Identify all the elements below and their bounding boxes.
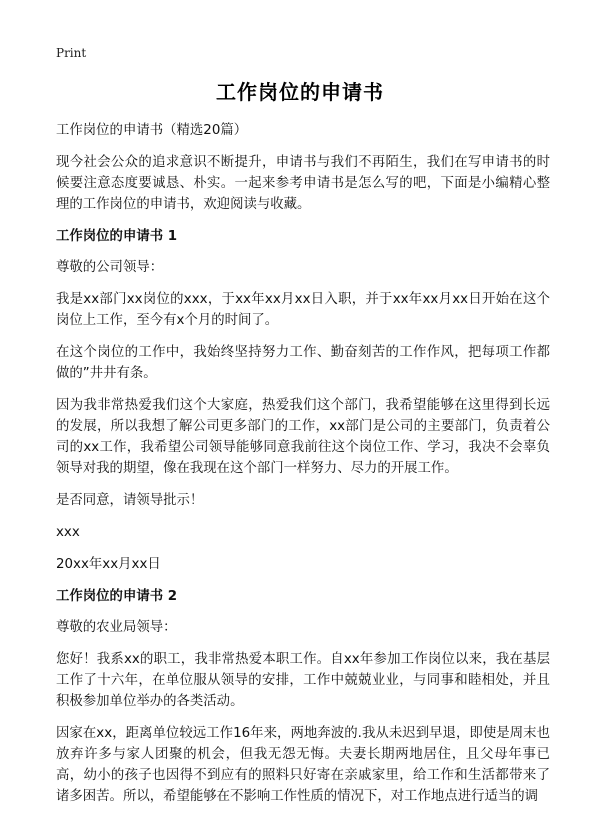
document-body <box>56 120 550 818</box>
closing-request: 是否同意，请领导批示！ <box>56 493 204 508</box>
salutation-1: 尊敬的公司领导： <box>56 260 164 275</box>
body-paragraph: 您好！我系xx的职工，我非常热爱本职工作。自xx年参加工作岗位以来，我在基层工作了十六年，在单位服从领导的安排，工作中兢兢业业，与同事和睦相处，并且积极参加单位举办的各类活动。 <box>56 652 550 709</box>
body-paragraph: 我是xx部门xx岗位的xxx，于xx年xx月xx日入职，并于xx年xx月xx日开始在这个岗位上工作，至今有x个月的时间了。 <box>56 292 550 328</box>
print-link[interactable]: Print <box>56 46 87 60</box>
intro-paragraph: 现今社会公众的追求意识不断提升，申请书与我们不再陌生，我们在写申请书的时候要注意态度要诚恳、朴实。一起来参考申请书是怎么写的吧，下面是小编精心整理的工作岗位的申请书，欢迎阅读与收藏。 <box>56 155 550 212</box>
body-paragraph: 因家在xx，距离单位较远工作16年来，两地奔波的.我从未迟到早退，即使是周末也放弃许多与家人团聚的机会，但我无怨无悔。夫妻长期两地居住，且父母年事已高，幼小的孩子也因得不到应有的照料只好寄在亲戚家里，给工作和生活都带来了诸多困苦。所以，希望能够在不影响工作性质的情况下，对工作地点进行适当的调 <box>56 726 550 804</box>
body-paragraph: 因为我非常热爱我们这个大家庭，热爱我们这个部门，我希望能够在这里得到长远的发展，所以我想了解公司更多部门的工作，xx部门是公司的主要部门，负责着公司的xx工作，我希望公司领导能够同意我前往这个岗位工作、学习，我决不会辜负领导对我的期望，像在我现在这个部门一样努力、尽力的开展工作。 <box>56 398 550 476</box>
signature-date: 20xx年xx月xx日 <box>56 557 161 572</box>
body-paragraph: 在这个岗位的工作中，我始终坚持努力工作、勤奋刻苦的工作作风，把每项工作都做的”井井有条。 <box>56 345 550 381</box>
document-subtitle: 工作岗位的申请书（精选20篇） <box>56 123 248 138</box>
section-heading-2: 工作岗位的申请书 2 <box>56 589 178 604</box>
signature-name: xxx <box>56 525 80 540</box>
section-heading-1: 工作岗位的申请书 1 <box>56 229 178 244</box>
salutation-2: 尊敬的农业局领导： <box>56 620 177 635</box>
page-title: 工作岗位的申请书 <box>216 80 384 104</box>
